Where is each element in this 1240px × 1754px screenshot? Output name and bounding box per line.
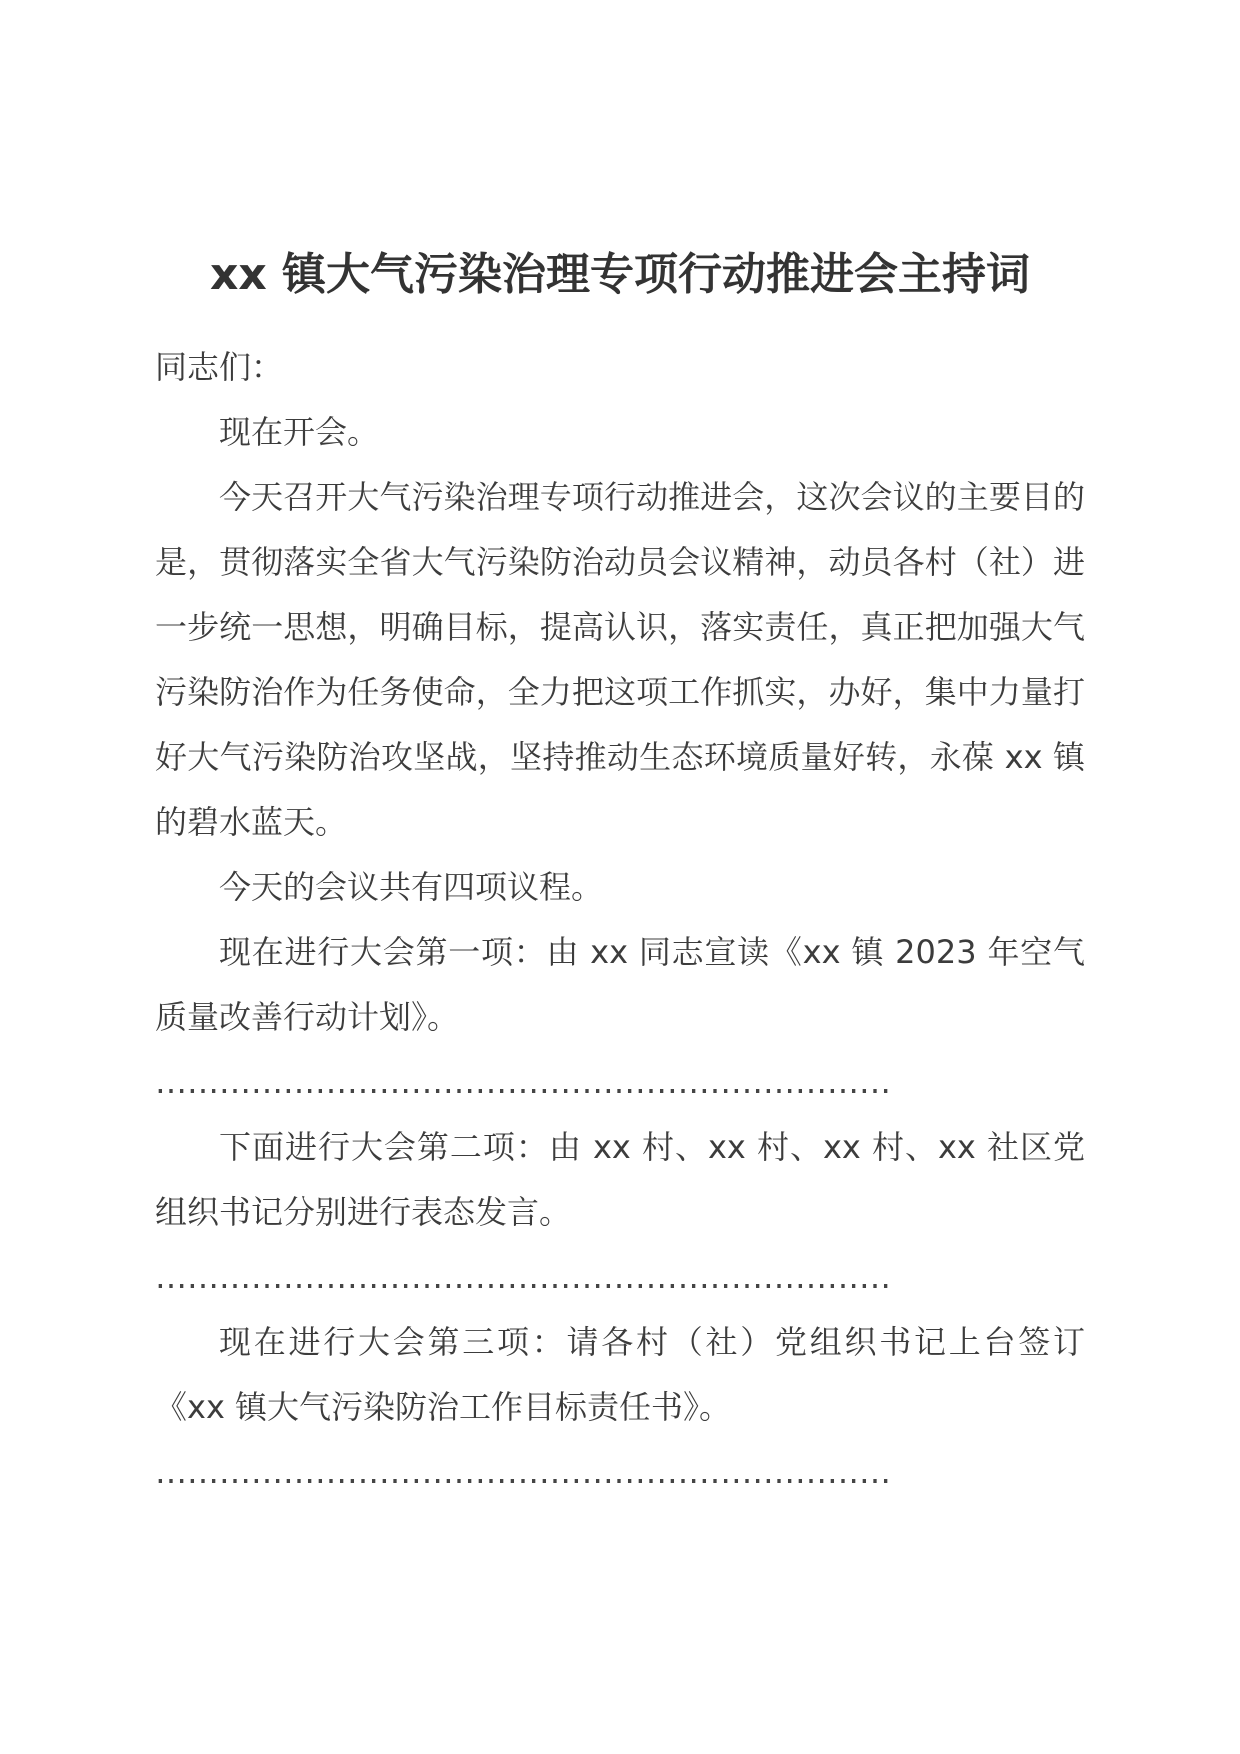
document-body	[155, 335, 1085, 1505]
ellipsis-separator: ……………………………………………………………	[155, 1258, 891, 1296]
paragraph-agenda-item-2: 下面进行大会第二项：由 xx 村、xx 村、xx 村、xx 社区党组织书记分别进行表态发言。	[155, 1128, 1085, 1231]
ellipsis-separator: ……………………………………………………………	[155, 1063, 891, 1101]
ellipsis-separator: ……………………………………………………………	[155, 1453, 891, 1491]
paragraph-opening: 现在开会。	[219, 413, 380, 451]
paragraph-agenda-item-1: 现在进行大会第一项：由 xx 同志宣读《xx 镇 2023 年空气质量改善行动计划》。	[155, 933, 1085, 1036]
document-title: xx 镇大气污染治理专项行动推进会主持词	[209, 249, 1031, 300]
paragraph-agenda-item-3: 现在进行大会第三项：请各村（社）党组织书记上台签订《xx 镇大气污染防治工作目标责任书》。	[155, 1323, 1085, 1426]
paragraph-agenda-count: 今天的会议共有四项议程。	[219, 868, 604, 906]
paragraph-purpose: 今天召开大气污染治理专项行动推进会，这次会议的主要目的是，贯彻落实全省大气污染防治动员会议精神，动员各村（社）进一步统一思想，明确目标，提高认识，落实责任，真正把加强大气污染防治作为任务使命，全力把这项工作抓实，办好，集中力量打好大气污染防治攻坚战，坚持推动生态环境质量好转，永葆 xx 镇的碧水蓝天。	[155, 478, 1085, 841]
salutation: 同志们：	[155, 348, 284, 386]
